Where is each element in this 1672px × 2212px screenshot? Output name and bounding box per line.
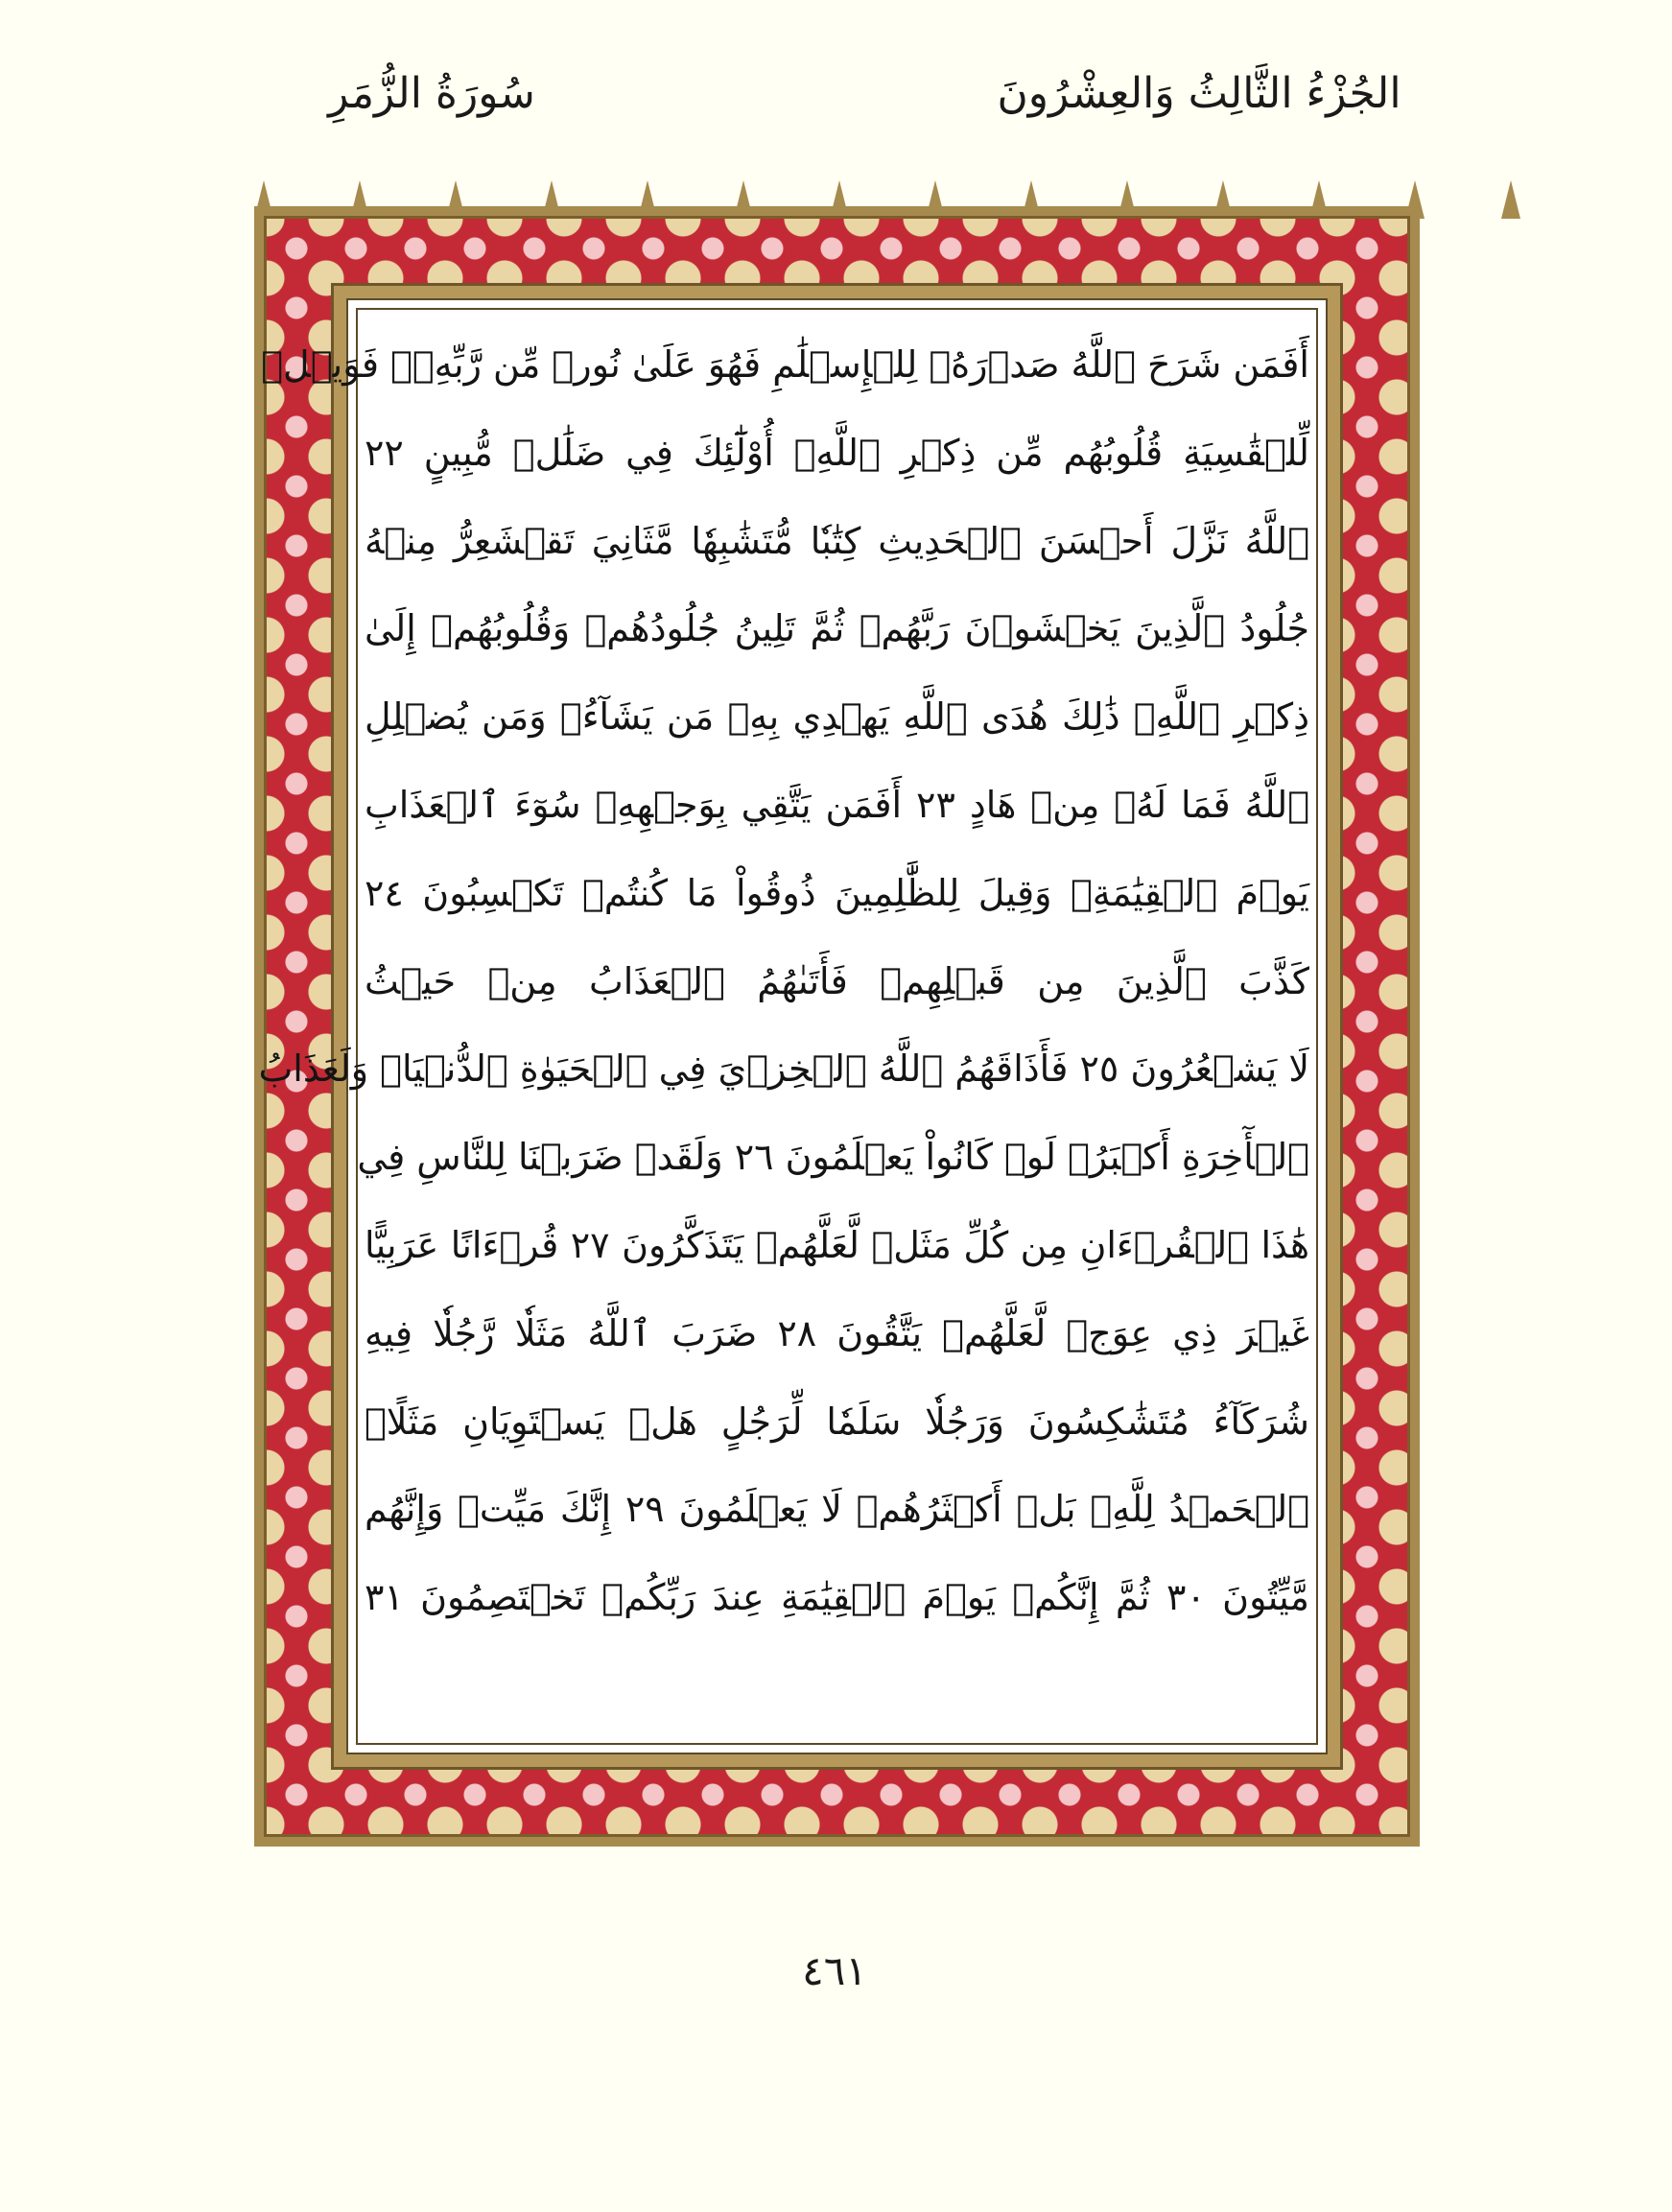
juz-title: الجُزْءُ الثَّالِثُ وَالعِشْرُونَ xyxy=(997,69,1401,118)
page-number: ٤٦١ xyxy=(802,1947,867,1994)
text-line: ٱللَّهُ فَمَا لَهُۥ مِنۡ هَادٍ ٢٣ أَفَمَن يَتَّقِي بِوَجۡهِهِۦ سُوٓءَ ٱلۡعَذَابِ xyxy=(365,783,1309,826)
text-line: ٱلۡأٓخِرَةِ أَكۡبَرُۚ لَوۡ كَانُواْ يَعۡلَمُونَ ٢٦ وَلَقَدۡ ضَرَبۡنَا لِلنَّاسِ فِي xyxy=(357,1136,1309,1179)
text-line: ذِكۡرِ ٱللَّهِۚ ذَٰلِكَ هُدَى ٱللَّهِ يَهۡدِي بِهِۦ مَن يَشَآءُۚ وَمَن يُضۡلِلِ xyxy=(365,695,1309,739)
text-line: غَيۡرَ ذِي عِوَجٖ لَّعَلَّهُمۡ يَتَّقُونَ ٢٨ ضَرَبَ ٱللَّهُ مَثَلٗا رَّجُلٗا فِيهِ xyxy=(365,1311,1309,1354)
text-line: يَوۡمَ ٱلۡقِيَٰمَةِۚ وَقِيلَ لِلظَّٰلِمِينَ ذُوقُواْ مَا كُنتُمۡ تَكۡسِبُونَ ٢٤ xyxy=(365,871,1309,914)
text-line: مَّيِّتُونَ ٣٠ ثُمَّ إِنَّكُمۡ يَوۡمَ ٱلۡقِيَٰمَةِ عِندَ رَبِّكُمۡ تَخۡتَصِمُونَ ٣١ xyxy=(365,1576,1309,1619)
text-line: هَٰذَا ٱلۡقُرۡءَانِ مِن كُلِّ مَثَلٖ لَّعَلَّهُمۡ يَتَذَكَّرُونَ ٢٧ قُرۡءَانًا عَرَبِيًّا xyxy=(365,1223,1309,1266)
text-line: لِّلۡقَٰسِيَةِ قُلُوبُهُم مِّن ذِكۡرِ ٱللَّهِۚ أُوْلَٰٓئِكَ فِي ضَلَٰلٖ مُّبِينٍ ٢٢ xyxy=(365,431,1309,474)
ornamental-frame xyxy=(254,206,1420,1847)
text-line: ٱلۡحَمۡدُ لِلَّهِۚ بَلۡ أَكۡثَرُهُمۡ لَا يَعۡلَمُونَ ٢٩ إِنَّكَ مَيِّتٞ وَإِنَّهُم xyxy=(365,1488,1310,1531)
text-line: شُرَكَآءُ مُتَشَٰكِسُونَ وَرَجُلٗا سَلَمٗا لِّرَجُلٍ هَلۡ يَسۡتَوِيَانِ مَثَلًاۚ xyxy=(365,1400,1309,1443)
text-line: جُلُودُ ٱلَّذِينَ يَخۡشَوۡنَ رَبَّهُمۡ ثُمَّ تَلِينُ جُلُودُهُمۡ وَقُلُوبُهُمۡ إِلَىٰ xyxy=(365,607,1309,650)
text-line: ٱللَّهُ نَزَّلَ أَحۡسَنَ ٱلۡحَدِيثِ كِتَٰبٗا مُّتَشَٰبِهٗا مَّثَانِيَ تَقۡشَعِرُّ مِنۡهُ xyxy=(365,519,1309,562)
text-line: أَفَمَن شَرَحَ ٱللَّهُ صَدۡرَهُۥ لِلۡإِسۡلَٰمِ فَهُوَ عَلَىٰ نُورٖ مِّن رَّبِّهِۦۚ فَوَيۡلٞ xyxy=(261,343,1309,386)
text-line: لَا يَشۡعُرُونَ ٢٥ فَأَذَاقَهُمُ ٱللَّهُ ٱلۡخِزۡيَ فِي ٱلۡحَيَوٰةِ ٱلدُّنۡيَاۖ وَلَعَذَابُ xyxy=(258,1047,1309,1091)
text-line: كَذَّبَ ٱلَّذِينَ مِن قَبۡلِهِمۡ فَأَتَىٰهُمُ ٱلۡعَذَابُ مِنۡ حَيۡثُ xyxy=(365,959,1309,1002)
quran-text-block xyxy=(258,321,1310,1642)
surah-title: سُورَةُ الزُّمَرِ xyxy=(328,69,535,118)
